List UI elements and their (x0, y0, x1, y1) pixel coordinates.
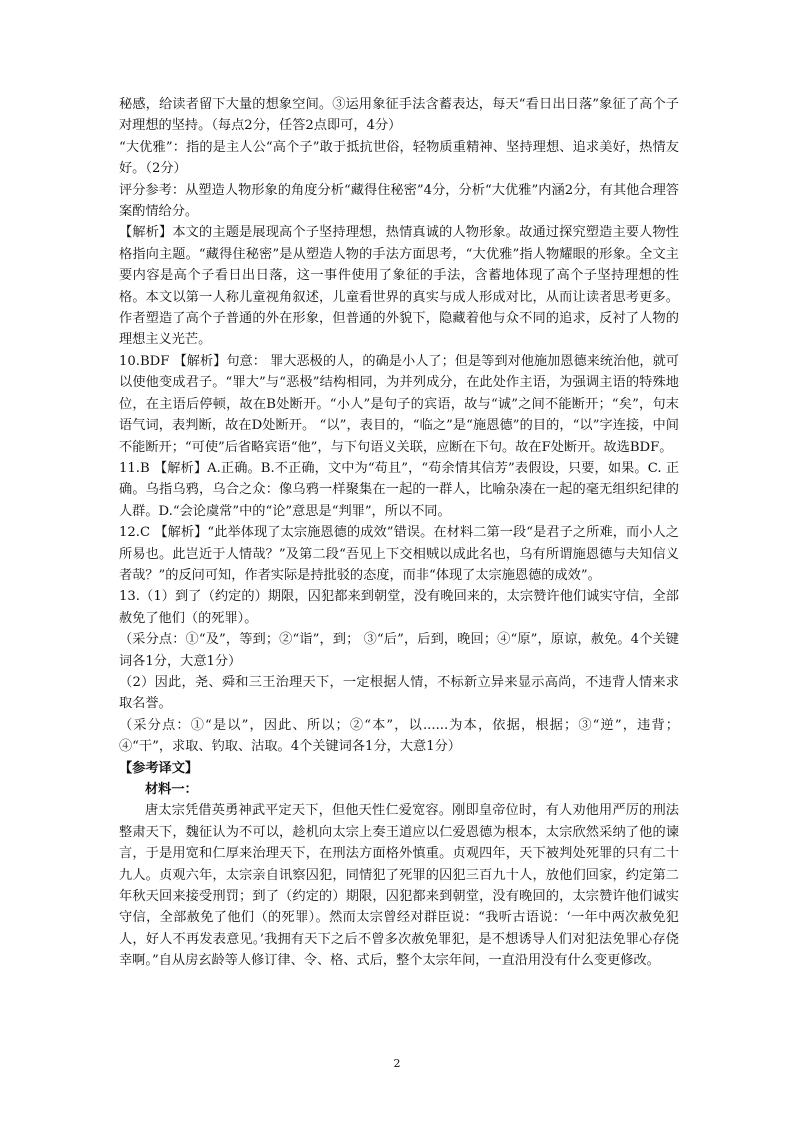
question-13-1-answer: 13.（1）到了（约定的）期限，囚犯都来到朝堂，没有晚回来的，太宗赞许他们诚实守信，全部赦免了他们（的死罪）。 (119, 589, 679, 626)
question-12-answer: 12.C 【解析】“此举体现了太宗施恩德的成效”错误。在材料二第一段“是君子之所难，而小人之所易也。此岂近于人情哉？”及第二段“吾见上下交相贼以成此名也，乌有所谓施恩德与夫知信义者哉？”的反问可知，作者实际是持批驳的态度，而非“体现了太宗施恩德的成效”。 (119, 525, 679, 583)
answer-document (119, 94, 679, 972)
scoring-points: （采分点：①“及”，等到；②“诣”，到； ③“后”，后到，晚回；④“原”，原谅，赦免。4个关键词各1分，大意1分） (119, 632, 679, 669)
answer-paragraph: “大优雅”：指的是主人公“高个子”敢于抵抗世俗，轻物质重精神、坚持理想、追求美好，热情友好。（2分） (119, 139, 679, 177)
question-13-2-answer: （2）因此，尧、舜和三王治理天下，一定根据人情，不标新立异来显示高尚，不违背人情来求取名誉。 (119, 674, 679, 712)
answer-paragraph: 秘感，给读者留下大量的想象空间。③运用象征手法含蓄表达，每天“看日出日落”象征了高个子对理想的坚持。（每点2分，任答2点即可，4分） (119, 97, 679, 134)
scoring-points: （采分点：①“是以”，因此、所以；②“本”，以......为本，依据，根据；③“逆”，违背；④“干”，求取、钓取、沽取。4个关键词各1分，大意1分） (119, 717, 679, 755)
question-10-answer: 10.BDF 【解析】句意： 罪大恶极的人，的确是小人了；但是等到对他施加恩德来统治他，就可以使他变成君子。“罪大”与“恶极”结构相同，为并列成分，在此处作主语，为强调主语的特殊地位，在主语后停顿，故在B处断开。“小人”是句子的宾语，故与“诚”之间不能断开；“矣”，句末语气词，表判断，故在D处断开。 “以”，表目的，“临之”是“施恩德”的目的，“以”字连接，中间不能断开；“可使”后省略宾语“他”，与下句语义关联，应断在下句。故在F处断开。故选BDF。 (119, 353, 679, 455)
translation-heading: 【参考译文】 (119, 760, 199, 776)
question-11-answer: 11.B 【解析】A.正确。B.不正确，文中为“苟且”，“苟余情其信芳”表假设，只要，如果。C. 正确。乌指乌鸦，乌合之众：像乌鸦一样聚集在一起的一群人，比喻杂凑在一起的毫无组织纪律的人群。D.“会论虞常”中的“论”意思是“判罪”，所以不同。 (119, 460, 679, 519)
material-heading: 材料一： (145, 782, 198, 797)
analysis-paragraph: 【解析】本文的主题是展现高个子坚持理想，热情真诚的人物形象。故通过探究塑造主要人物性格指向主题。“藏得住秘密”是从塑造人物的手法方面思考，“大优雅”指人物耀眼的形象。全文主要内容是高个子看日出日落，这一事件使用了象征的手法，含蓄地体现了高个子坚持理想的性格。本文以第一人称儿童视角叙述，儿童看世界的真实与成人形成对比，从而让读者思考更多。作者塑造了高个子普通的外在形象，但普通的外貌下，隐藏着他与众不同的追求，反衬了人物的理想主义光芒。 (119, 225, 679, 348)
page-number: 2 (393, 1057, 401, 1070)
answer-paragraph: 评分参考：从塑造人物形象的角度分析“藏得住秘密”4分，分析“大优雅”内涵2分，有其他合理答案酌情给分。 (119, 182, 679, 220)
translation-paragraph: 唐太宗凭借英勇神武平定天下，但他天性仁爱宽容。刚即皇帝位时，有人劝他用严厉的刑法整肃天下，魏征认为不可以，趁机向太宗上奏王道应以仁爱恩德为根本，太宗欣然采纳了他的谏言，于是用宽和仁厚来治理天下，在刑法方面格外慎重。贞观四年，天下被判处死罪的只有二十九人。贞观六年，太宗亲自讯察囚犯，同情犯了死罪的囚犯三百九十人，放他们回家，约定第二年秋天回来接受刑罚；到了（约定的）期限，囚犯都来到朝堂，没有晚回的，太宗赞许他们诚实守信，全部赦免了他们（的死罪）。然而太宗曾经对群臣说：“我听古语说：‘一年中两次赦免犯人，好人不再发表意见。’我拥有天下之后不曾多次赦免罪犯，是不想诱导人们对犯法免罪心存侥幸啊。”自从房玄龄等人修订律、令、格、式后，整个太宗年间，一直沿用没有什么变更修改。 (119, 803, 679, 969)
